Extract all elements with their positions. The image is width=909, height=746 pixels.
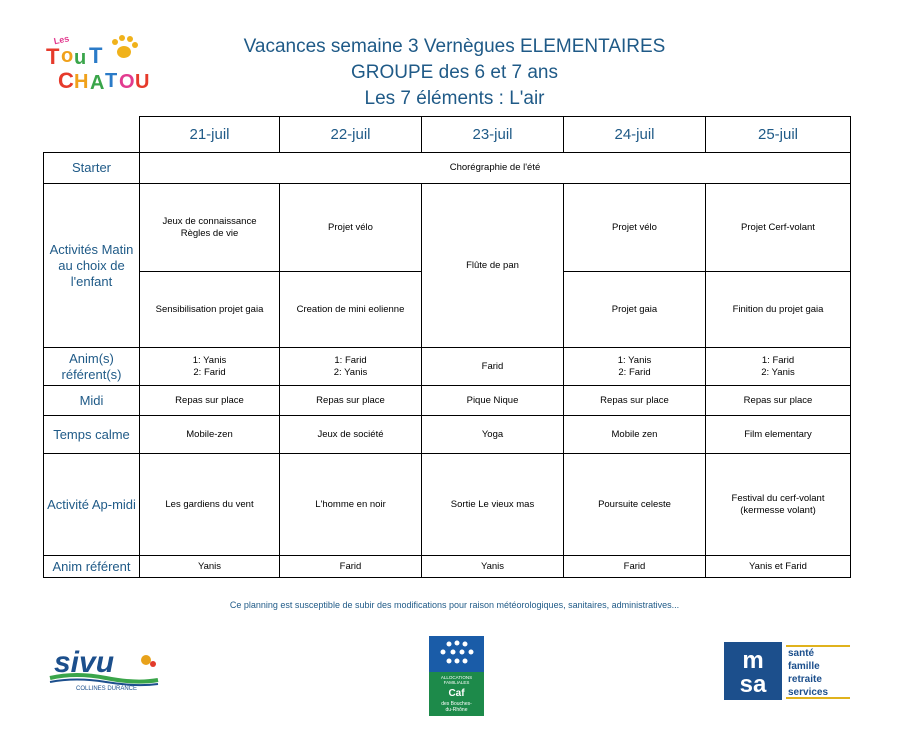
- row-label-referent: Anim référent: [44, 556, 140, 578]
- title-line-1: Vacances semaine 3 Vernègues ELEMENTAIRES: [243, 36, 666, 57]
- activity-cell: Projet vélo: [280, 184, 422, 272]
- sivu-logo-text: sivu: [54, 646, 115, 679]
- msa-line: famille: [788, 661, 820, 672]
- midi-cell: Repas sur place: [140, 386, 280, 416]
- anim-line: 1: Farid: [761, 354, 795, 366]
- activity-line: Règles de vie: [180, 227, 239, 239]
- referent-cell: Yanis: [140, 556, 280, 578]
- anim-cell: [140, 348, 280, 386]
- svg-text:sa: sa: [739, 671, 767, 698]
- days-header-row: [44, 117, 851, 153]
- calme-cell: Mobile zen: [564, 416, 706, 454]
- sivu-logo: [46, 642, 162, 692]
- apmidi-line: (kermesse volant): [740, 504, 816, 516]
- referent-cell: Farid: [564, 556, 706, 578]
- anim-line: 1: Yanis: [192, 354, 227, 366]
- apmidi-cell: [706, 454, 851, 556]
- calme-cell: Jeux de société: [280, 416, 422, 454]
- day-header: 21-juil: [140, 117, 280, 153]
- anim-line: Farid: [481, 360, 504, 372]
- svg-text:C: C: [58, 68, 74, 93]
- starter-row: [44, 153, 851, 184]
- anim-line: 2: Farid: [618, 366, 651, 378]
- caf-region-1: des Bouches-: [441, 701, 472, 707]
- row-label-anim: Anim(s) référent(s): [44, 348, 140, 386]
- apmidi-cell: [280, 454, 422, 556]
- sivu-logo-sub: COLLINES DURANCE: [76, 686, 138, 692]
- caf-logo: [429, 636, 484, 716]
- apmidi-line: Poursuite celeste: [598, 498, 671, 510]
- disclaimer-note: Ce planning est susceptible de subir des modifications pour raison météorologiques, sanitaires, administratives...: [229, 600, 680, 610]
- row-label-starter: Starter: [44, 153, 140, 184]
- anim-line: 1: Yanis: [617, 354, 652, 366]
- midi-row: [44, 386, 851, 416]
- row-label-apmidi: Activité Ap-midi: [44, 454, 140, 556]
- matin-row-1: [44, 184, 851, 272]
- svg-text:o: o: [61, 45, 74, 67]
- calme-cell: Film elementary: [706, 416, 851, 454]
- caf-region-2: du-Rhône: [445, 707, 468, 713]
- midi-cell: Repas sur place: [280, 386, 422, 416]
- activity-cell: Projet vélo: [564, 184, 706, 272]
- activity-cell-flute: Flûte de pan: [422, 184, 564, 348]
- svg-text:T: T: [105, 70, 118, 92]
- caf-line1: ALLOCATIONS: [440, 675, 473, 680]
- caf-brand: Caf: [448, 688, 465, 699]
- svg-text:T: T: [89, 43, 103, 68]
- activity-cell: Creation de mini eolienne: [280, 272, 422, 348]
- referent-cell: Yanis et Farid: [706, 556, 851, 578]
- starter-cell: Chorégraphie de l'été: [140, 153, 851, 184]
- msa-logo: [724, 642, 850, 700]
- msa-line: services: [788, 687, 829, 698]
- midi-cell: Repas sur place: [706, 386, 851, 416]
- day-header: 25-juil: [706, 117, 851, 153]
- page-title: [0, 34, 909, 112]
- anim-line: 2: Yanis: [333, 366, 368, 378]
- day-header: 24-juil: [564, 117, 706, 153]
- calme-row: [44, 416, 851, 454]
- activity-cell: Finition du projet gaia: [706, 272, 851, 348]
- midi-cell: Pique Nique: [422, 386, 564, 416]
- activity-line: Jeux de connaissance: [162, 215, 257, 227]
- anim-cell: [280, 348, 422, 386]
- svg-text:m: m: [742, 647, 764, 674]
- anim-line: 1: Farid: [334, 354, 367, 366]
- svg-text:A: A: [90, 72, 105, 94]
- calme-cell: Mobile-zen: [140, 416, 280, 454]
- day-header: 22-juil: [280, 117, 422, 153]
- svg-text:H: H: [74, 71, 89, 93]
- activity-cell: [140, 184, 280, 272]
- apmidi-line: L'homme en noir: [315, 498, 386, 510]
- svg-text:T: T: [46, 44, 60, 69]
- corner-cell: [44, 117, 140, 153]
- apmidi-cell: [564, 454, 706, 556]
- activity-cell: Projet gaia: [564, 272, 706, 348]
- row-label-midi: Midi: [44, 386, 140, 416]
- svg-text:U: U: [135, 71, 150, 93]
- referent-cell: Farid: [280, 556, 422, 578]
- svg-text:u: u: [74, 47, 87, 69]
- apmidi-line: Les gardiens du vent: [165, 498, 254, 510]
- anim-cell: [422, 348, 564, 386]
- apmidi-cell: [422, 454, 564, 556]
- msa-line: retraite: [788, 674, 822, 685]
- activity-cell: Sensibilisation projet gaia: [140, 272, 280, 348]
- row-label-matin: Activités Matin au choix de l'enfant: [44, 184, 140, 348]
- svg-text:Les: Les: [52, 33, 71, 47]
- title-line-2: GROUPE des 6 et 7 ans: [351, 62, 558, 83]
- title-line-3: Les 7 éléments : L'air: [364, 88, 545, 109]
- referent-cell: Yanis: [422, 556, 564, 578]
- row-label-calme: Temps calme: [44, 416, 140, 454]
- msa-line: santé: [788, 648, 815, 659]
- apmidi-line: Festival du cerf-volant: [731, 492, 825, 504]
- day-header: 23-juil: [422, 117, 564, 153]
- apmidi-line: Sortie Le vieux mas: [450, 498, 535, 510]
- svg-text:O: O: [119, 71, 135, 93]
- midi-cell: Repas sur place: [564, 386, 706, 416]
- referent-row: [44, 556, 851, 578]
- schedule-table: [43, 116, 851, 578]
- apmidi-row: [44, 454, 851, 556]
- anim-line: 2: Yanis: [761, 366, 795, 378]
- activity-cell: Projet Cerf-volant: [706, 184, 851, 272]
- calme-cell: Yoga: [422, 416, 564, 454]
- caf-line2: FAMILIALES: [443, 680, 470, 685]
- anim-line: 2: Farid: [193, 366, 226, 378]
- anim-row: [44, 348, 851, 386]
- anim-cell: [706, 348, 851, 386]
- apmidi-cell: [140, 454, 280, 556]
- anim-cell: [564, 348, 706, 386]
